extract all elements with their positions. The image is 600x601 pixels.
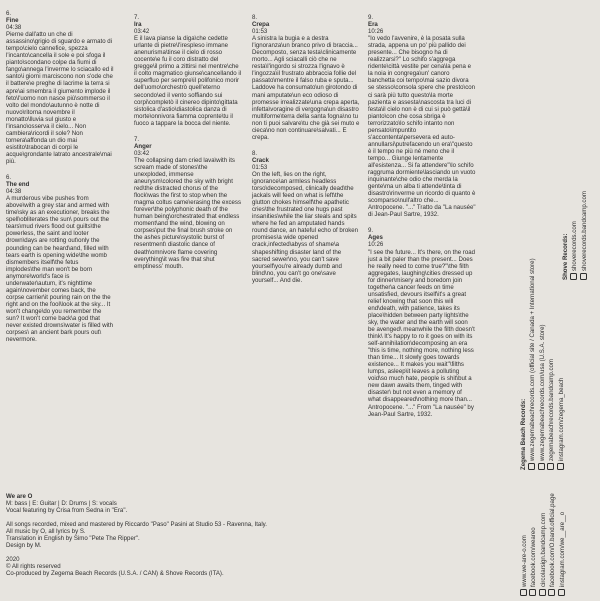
track-crepa <box>252 14 360 141</box>
shove-link[interactable]: shoverecords.com <box>571 221 579 271</box>
band-link[interactable]: www.we-are-o.com <box>521 535 528 587</box>
track-era <box>368 14 476 218</box>
track-number: 7. <box>134 135 140 143</box>
track-title: Crepa <box>252 21 270 29</box>
band-link[interactable]: instagram.com/we__are__o <box>558 511 566 587</box>
featuring: Vocal featuring by Crisa from Sedna in "Era". <box>6 507 128 515</box>
track-lyrics: The collapsing dam cried lava\with its scream made of stones\the unexploded, immense aneurysm\colored the sky with bright red\the distracted chorus of the flock\was the first to stop when the magma coltus came\erasing the excess forever\the polyphonic death of the human being\orchestrated that endless moment\and the wind, blowing on corpses\put the final brush stroke on the ashes picture\systolic burst of resentment\ diastolic dance of death\omnivore flame covering everything\it was fire that shut emptiness' mouth. <box>134 156 242 270</box>
instagram-icon <box>557 463 564 470</box>
track-title: Era <box>368 21 378 29</box>
track-title: Anger <box>134 142 152 150</box>
shove-records-links <box>562 191 589 280</box>
bandcamp-icon <box>547 463 554 470</box>
band-link[interactable]: facebook.com/O.band.official.page <box>549 493 557 587</box>
lyrics-column-1 <box>6 10 114 352</box>
track-anger <box>134 136 242 270</box>
facebook-icon <box>529 589 536 596</box>
track-lyrics: Pierne dall'atto un che di assassino\grigio di sguardo e armato di tempo\cielo cannefice, spezza l'incanto\cancella il sole e poi sfoga il pianto\scondano colpe da fiumi di fango\annega l'inverme lo sciacallo ed il santo\i giorni marciscono non s'ode che il battere\e preghe di lacrime la terra si apre\ai smembra il giumento implode il feto\l'uomo non nasce più\sommerso il volto del mondo\autunno è notte di nuovo\ritorna novembre il monatto\lluvia sul giusto e l'insano\osserva il cielo... Non cambiera\ricordi il sole? Non tornera\affonda un dio mai esistito\trabocan di corpi le acque\grondante latrato ancestrale\mai più. <box>6 31 114 165</box>
track-number: 6. <box>6 10 12 17</box>
bandcamp-icon <box>580 273 587 280</box>
coproduction-notice: Co-produced by Zegema Beach Records (U.S.A. / CAN) & Shove Records (ITA). <box>6 570 224 578</box>
track-duration: 04:38 <box>6 24 22 32</box>
track-crack <box>252 150 360 284</box>
track-duration: 03:42 <box>134 28 150 36</box>
rights-notice: © All rights reserved <box>6 563 61 571</box>
track-title: Ages <box>368 234 383 242</box>
bandcamp-icon <box>539 589 546 596</box>
lyrics-column-4 <box>368 14 476 427</box>
web-icon <box>528 463 535 470</box>
track-title: Fine <box>6 17 19 25</box>
track-lyrics: On the left, lies on the right, ignorance\an armless headless torso\decomposed, clinically dead\the jackals will feed on what is left\the glutton chokes himself\the apathetic cries\the frustrated one hugs past insanities\while the liar steals and spits where he fed an amputated hands round dance, an hateful echo of broken promises\a wide opened crack,infected\abyss of shame\a shapeshifting disaster land of the sacred sewer\no, you can't save yourself\you're already dumb and blind\no, you can't go one\save yourself... And die. <box>252 170 359 284</box>
zegema-link[interactable]: instagram.com/zegema_beach <box>557 377 565 461</box>
release-year: 2020 <box>6 556 20 564</box>
track-duration: 04:38 <box>6 188 22 196</box>
band-name: We are O <box>6 493 33 500</box>
web-icon <box>538 463 545 470</box>
instagram-icon <box>558 589 565 596</box>
web-icon <box>570 273 577 280</box>
track-fine <box>6 10 114 165</box>
track-lyrics: A sinistra la bugia e a destra l'ignoranza\un branco privo di braccia... Decomposto, senza testa\clinicamente morto... Agli sciacalli ciò che ne resta\l'ingordo si strozza l'ignavo è l'ingozza\il frustrato abbraccia follie del passato\mentre il falso ruba e sputa... Laddove ha consumato\un girotondo di mani amputate\un eco odioso di promesse irrealizzate\una crepa aperta, infetta\voragine di vergogna\un disastro multiforme\terra della santa fogna\no tu non ti puoi salvare\tu che già sei muto e cieca\no non continuare\salvati... E crepa. <box>252 35 360 141</box>
track-duration: 01:53 <box>252 28 268 36</box>
track-the-end <box>6 174 114 343</box>
band-link[interactable]: circolarsign.bandcamp.com <box>539 512 547 587</box>
track-number: 8. <box>252 14 258 21</box>
track-number: 8. <box>252 149 258 157</box>
credits-block <box>6 493 286 577</box>
translation-credit: Translation in English by Simo "Pete The Ripper". <box>6 535 140 543</box>
zegema-heading: Zegema Beach Records: <box>520 398 527 470</box>
band-link[interactable]: facebook.com/weareo <box>530 527 538 587</box>
design-credit: Design by M. <box>6 542 42 550</box>
track-lyrics: E il lava pianse la diga\che cedette urlante di pietre\l'irespleso immane anenurisma\tinse il cielo di rosso cocente\e fu il coro distratto del gregge\il primo a zittirsi nel mentre\che il colto magmatico giunse\cancellando il superfluo per sempre\il polifonico morir dell'uomo\orchestrò quell'eterno secondo\ed il vento soffiando sui corpi\completò il cinereo dipinto\gittata sistolica d'astio\diastolica danza di morte\onnivora fiamma coprente\tu il fuoco a tappare la bocca del niente. <box>134 35 242 127</box>
track-duration: 03:42 <box>134 149 150 157</box>
track-lyrics: "Io vedo l'avvenire, è la posata sulla strada, appena un po' più pallido dei presente... Che bisogno ha di realizzarsi?" Lo schifo s'aggrega ridente\città vestite per cena\la pena e la noia in congrega\un' canoro banchetta coi tempo\mai sazio divora se stesso\consola spere che presto\con ci sarà più tutto questo\la morte pazienta e assesta\nascosta tra luci di festa\il cielo non è di cui si può gettà\il pianto\con che cosa sbriga è terrorizzato\lo schifo intanto non pensato\impuntito s'accontenta\persevera ed auto-annullarsi\putrefacendo un era\"questo è il tempo ne più né meno che il tempo... Giunge lentamente all'esistenza... Si fa attendere"\lo schifo raggruma dormiente\lasciando un vuoto inquinante\che odio che merda la gente\ma un alba ti attende\tinta di disastro\rinverme un ricordo di quanto è scomparso\null'altro che... Antropocene. "..." Tratto da "La nausée" di Jean-Paul Sartre, 1932. <box>368 35 476 219</box>
track-number: 7. <box>134 14 140 21</box>
zegema-link[interactable]: www.zegemabeachrecords.com (official site / Canada + International store) <box>529 258 537 461</box>
track-title: Ira <box>134 21 142 29</box>
shove-link[interactable]: shoverecords.bandcamp.com <box>580 191 588 271</box>
lyrics-column-3 <box>252 14 360 293</box>
track-lyrics: "I see the future... It's there, on the road just a bit paler than the present... Does he really need to come true?"\the filth aggregates, laughing\cities dressed up for dinner\misery and boredom join together\a cancer feeds on time unsatisfied, devours itself\it's a great relief knowing that soon this will end\death, with patience, takes its place\hidden between party lights\the sky, the water and the earth will soon be avenged\ meanwhile the filth doesn't think\ It's happy to ro it goes on with its self-annihilation\decomposing an era "this is time, nothing more, nothing less than time... It slowly goes towards existence... It makes you wait"\filths lumps, asleep\it leaves a polluting void\so much hate, people is shit\but a new dawn awaits them, tinged with disaster\ but not even a memory of what disappeared\nothing more than... Antropocene. "..." From "La nausée" by Jean-Paul Sartre, 1932. <box>368 248 475 418</box>
writing-credit: All music by O, all lyrics by S. <box>6 528 86 536</box>
track-title: Crack <box>252 156 269 164</box>
facebook-icon <box>548 589 555 596</box>
track-duration: 10:26 <box>368 241 384 249</box>
track-number: 6. <box>6 174 12 182</box>
track-number: 9. <box>368 14 374 21</box>
zegema-link[interactable]: zegemabeachrecords.bandcamp.com <box>548 359 556 461</box>
track-title: The end <box>6 181 30 189</box>
track-number: 9. <box>368 227 374 235</box>
we-are-o-links <box>520 493 567 596</box>
recording-credit: All songs recorded, mixed and mastered by Riccardo "Paso" Pasini at Studio 53 - Ravenna, Italy. <box>6 521 267 529</box>
track-ira <box>134 14 242 127</box>
track-ages <box>368 227 476 417</box>
track-duration: 10:26 <box>368 28 384 36</box>
lyrics-column-2 <box>134 14 242 279</box>
shove-heading: Shove Records: <box>562 233 569 280</box>
zegema-beach-links <box>520 258 566 470</box>
web-icon <box>520 589 527 596</box>
lineup: M: bass | E: Guitar | D: Drums | S: vocals <box>6 500 117 508</box>
zegema-link[interactable]: www.zegemabeachrecords.com/usa (U.S.A. store) <box>538 324 546 461</box>
track-lyrics: A murderous vibe pushes from above\with a grey star and armed with time\sky as an executioner, breaks the spell\obliterates the sun\ pours out the tears\mud rivers flood out guilts\the powerless, the saint and looter drown\days are rotting out\only the pounding can be heard\and, filled with tears earth is opening wide\the womb dismembers itself\the fetus implodes\the man won't be born anymore\world's face is underwater\autum, it's nighttime again\november comes back, the corpse carrier\it pouring rain on the the right and on the fool\look at the sky... It won't change\do you remember the sun? It won't come back\a god that never existed drowns\water is filled with corpses\ an ancient bark pours out\ nevermore. <box>6 195 114 344</box>
track-duration: 01:53 <box>252 163 268 171</box>
